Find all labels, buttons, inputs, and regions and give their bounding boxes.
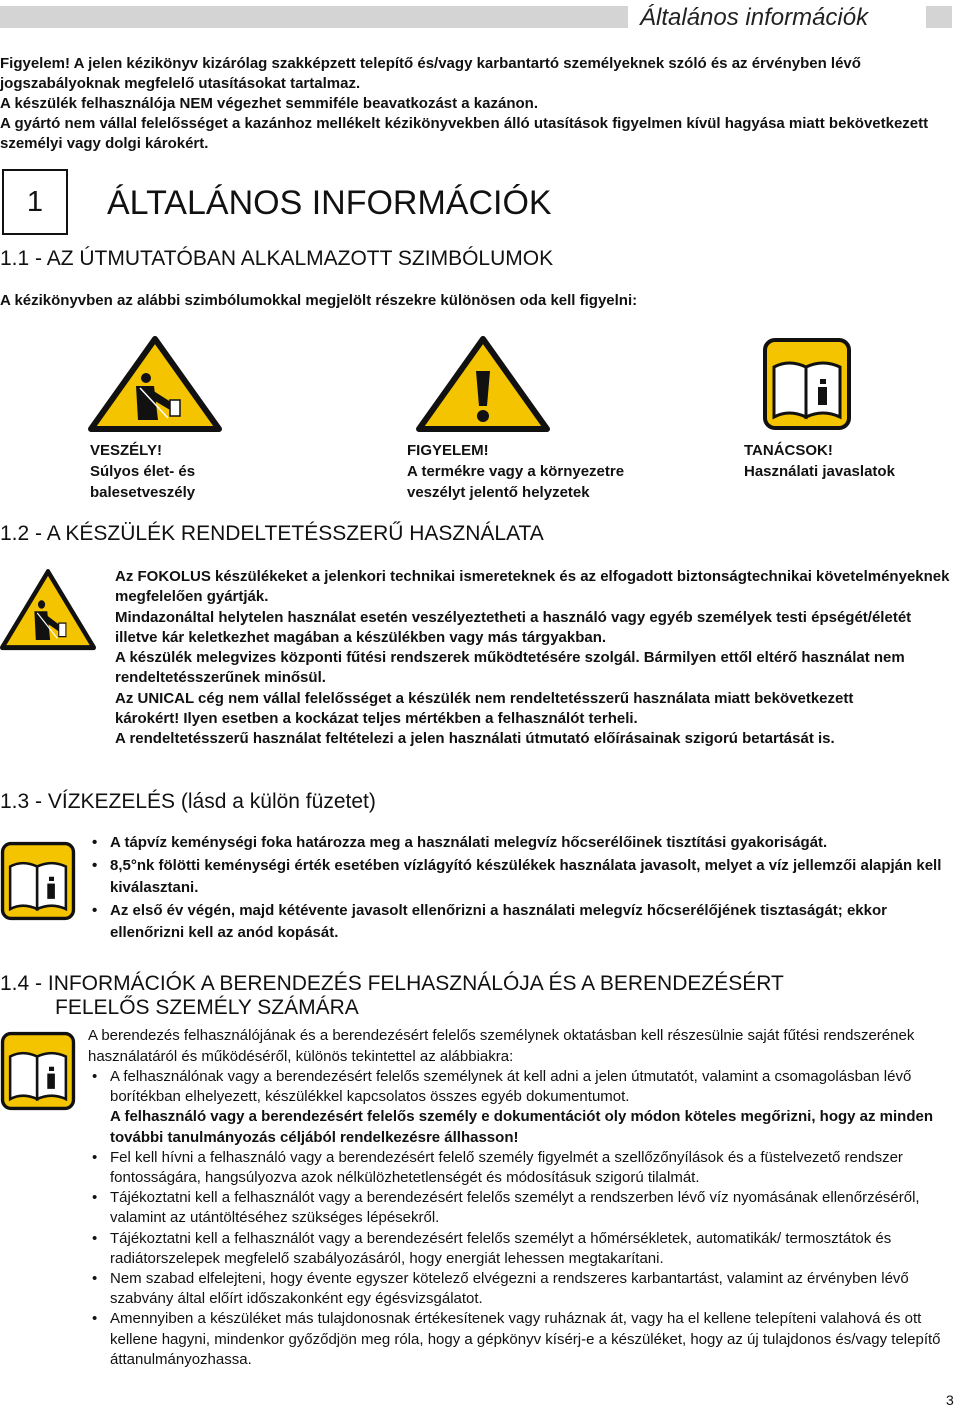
list-item: • Amennyiben a készüléket más tulajdonosnak értékesítenek vagy ruháznak át, vagy ha el kellene telepíteni valahová és ott kellene hagyni, mindenkor győződjön meg róla, hogy a gépkönyv kísérj-e a készüléket, hogy az új tulajdonos és/vagy telepítő áttanulmányozhassa. [92, 1310, 941, 1368]
section-1-4-intro: A berendezés felhasználójának és a berendezésért felelős személynek oktatásban kell részesülnie saját fűtési rendszerének használatáról és működéséről, különös tekintettel az alábbiakra: [88, 1027, 915, 1065]
danger-arm-sling-icon [88, 336, 222, 433]
intro-warning [0, 54, 955, 154]
intro-line: A készülék felhasználója NEM végezhet semmiféle beavatkozást a kazánon. [0, 95, 538, 112]
info-book-icon [0, 841, 76, 921]
section-1-3-list [88, 832, 948, 945]
header-bar [0, 6, 628, 28]
paragraph: A rendeltetésszerű használat feltételezi a jelen használati útmutató előírásainak szigorú betartását is. [115, 730, 835, 748]
intro-line: Figyelem! A jelen kézikönyv kizárólag szakképzett telepítő és/vagy karbantartó személyeknek szóló és az érvényben lévő jogszabályoknak megfelelő utasításokat tartalmaz. [0, 55, 861, 92]
section-1-2-body [115, 567, 950, 750]
paragraph: A készülék melegvizes központi fűtési rendszerek működtetésére szolgál. Bármilyen ettől eltérő használat nem rendeltetésszerűnek minősül. [115, 649, 905, 687]
info-book-icon [0, 1031, 76, 1111]
list-item: • Fel kell hívni a felhasználó vagy a berendezésért felelő személy figyelmét a szellőzőnyílások és a füstelvezető rendszer fontosságára, hangsúlyozva azok nélkülözhetetlenségét és módosításuk szigorú tilalmát. [92, 1148, 903, 1187]
paragraph: Mindazonáltal helytelen használat esetén veszélyeztetheti a használó vagy egyéb személyek testi épségét/életét illetve kár keletkezhet magában a készülékben vagy más tárgyakban. [115, 608, 912, 646]
section-1-2-heading: 1.2 - A KÉSZÜLÉK RENDELTETÉSSZERŰ HASZNÁLATA [0, 522, 544, 545]
section-1-3-heading: 1.3 - VÍZKEZELÉS (lásd a külön füzetet) [0, 790, 376, 813]
paragraph: Az FOKOLUS készülékeket a jelenkori technikai ismereteknek és az elfogadott biztonságtechnikai követelményeknek megfelelően gyártják. [115, 568, 950, 606]
symbol-label-warning: FIGYELEM! A termékre vagy a környezetre veszélyt jelentő helyzetek [407, 442, 625, 501]
warning-exclamation-icon [416, 336, 550, 433]
page-number: 3 [946, 1392, 954, 1408]
paragraph: Az UNICAL cég nem vállal felelősséget a készülék nem rendeltetésszerű használata miatt bekövetkezett [115, 689, 854, 707]
list-item: • Az első év végén, majd kétévente javasolt ellenőrizni a használati melegvíz hőcserélőjének tisztaságát; ekkor ellenőrizni kell az anód kopását. [92, 901, 887, 941]
list-item: • A felhasználónak vagy a berendezésért felelős személynek át kell adni a jelen útmutatót, valamint a csomagolásban lévő borítékban elhelyezett, készülékkel kapcsolatos összes egyéb dokumentumot. A felhasználó vagy a berendezésért felelős személy e dokumentációt oly módon köteles megőrizni, hogy az minden további tanulmányozás céljából rendelkezésre állhasson! [92, 1068, 934, 1146]
symbol-label-danger: VESZÉLY! Súlyos élet- és balesetveszély [90, 442, 196, 501]
danger-arm-sling-icon [0, 569, 96, 651]
list-item: • A tápvíz keménységi foka határozza meg a használati melegvíz hőcserélőinek tisztítási gyakoriságát. [92, 834, 828, 851]
chapter-title: ÁLTALÁNOS INFORMÁCIÓK [107, 184, 552, 222]
symbol-label-tips: TANÁCSOK! Használati javaslatok [744, 442, 895, 480]
paragraph: károkért! Ilyen esetben a kockázat teljes mértékben a felhasználót terheli. [115, 710, 638, 728]
section-1-1-heading: 1.1 - AZ ÚTMUTATÓBAN ALKALMAZOTT SZIMBÓLUMOK [0, 247, 554, 270]
list-item: • Nem szabad elfelejteni, hogy évente egyszer kötelező elvégezni a rendszeres karbantartást, valamint az érvényben lévő szabvány által előírt időszakonként egy égésvizsgálatot. [92, 1270, 909, 1308]
section-1-4-list [88, 1067, 956, 1370]
intro-line: A gyártó nem vállal felelősséget a kazánhoz mellékelt kézikönyvekben álló utasítások figyelmen kívül hagyása miatt bekövetkezett személyi vagy dolgi károkért. [0, 115, 929, 152]
section-1-1-lead: A kézikönyvben az alábbi szimbólumokkal megjelölt részekre különösen oda kell figyelni: [0, 292, 638, 309]
header-square [926, 6, 952, 28]
chapter-number: 1 [2, 169, 68, 235]
list-item: • Tájékoztatni kell a felhasználót vagy a berendezésért felelős személyt a rendszerben lévő víz nyomásának ellenőrzéséről, valamint az utántöltéséhez szükséges lépésekről. [92, 1189, 920, 1227]
info-book-icon [762, 337, 852, 431]
list-item: • Tájékoztatni kell a felhasználót vagy a berendezésért felelős személyt a hőmérsékletek, automatikák/ termosztátok és radiátorszelepek megfelelő szabályozásáról, hogy energiát lehessen megtakarítani. [92, 1229, 892, 1267]
section-1-4-heading: 1.4 - INFORMÁCIÓK A BERENDEZÉS FELHASZNÁLÓJA ÉS A BERENDEZÉSÉRT FELELŐS SZEMÉLY SZÁMÁRA [0, 972, 784, 1019]
page-header-title: Általános információk [640, 4, 869, 31]
list-item: • 8,5°nk fölötti keménységi érték esetében vízlágyító készülékek használata javasolt, melyet a víz jellemzői alapján kell kiválasztani. [92, 856, 942, 896]
